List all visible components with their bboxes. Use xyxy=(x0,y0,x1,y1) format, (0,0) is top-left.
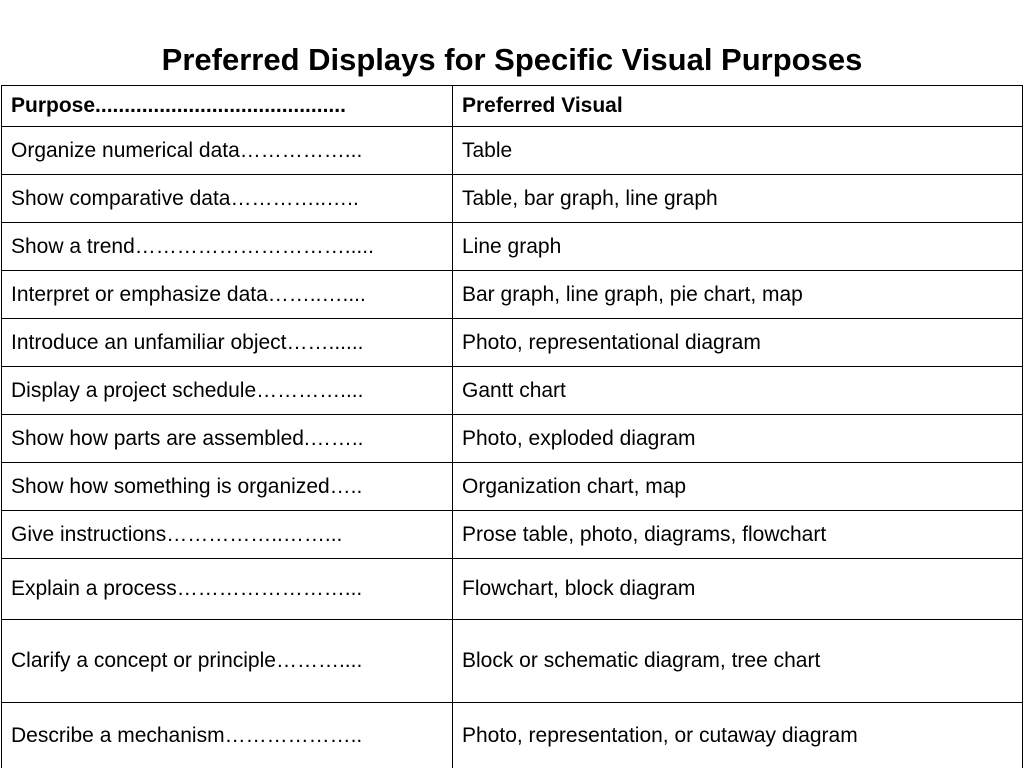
visual-cell: Line graph xyxy=(453,223,1023,271)
visual-cell: Gantt chart xyxy=(453,367,1023,415)
purpose-cell: Organize numerical data……………... xyxy=(2,127,453,175)
purpose-cell: Describe a mechanism……………….. xyxy=(2,703,453,768)
visual-cell: Bar graph, line graph, pie chart, map xyxy=(453,271,1023,319)
visual-cell: Photo, exploded diagram xyxy=(453,415,1023,463)
table-row xyxy=(2,415,1023,463)
purpose-cell: Show how something is organized….. xyxy=(2,463,453,511)
table-row xyxy=(2,319,1023,367)
purpose-cell: Interpret or emphasize data……..….... xyxy=(2,271,453,319)
visual-cell: Photo, representation, or cutaway diagram xyxy=(453,703,1023,768)
header-preferred-visual: Preferred Visual xyxy=(453,86,1023,127)
purpose-cell: Clarify a concept or principle……….... xyxy=(2,620,453,703)
header-purpose: Purpose........................................... xyxy=(2,86,453,127)
visual-cell: Photo, representational diagram xyxy=(453,319,1023,367)
purpose-cell: Explain a process……………………... xyxy=(2,559,453,620)
table-header-row xyxy=(2,86,1023,127)
table-row xyxy=(2,175,1023,223)
purpose-cell: Give instructions……………..……... xyxy=(2,511,453,559)
table-row xyxy=(2,463,1023,511)
purpose-cell: Show comparative data…………..….. xyxy=(2,175,453,223)
visual-cell: Flowchart, block diagram xyxy=(453,559,1023,620)
visual-cell: Block or schematic diagram, tree chart xyxy=(453,620,1023,703)
table-row xyxy=(2,127,1023,175)
table-row xyxy=(2,511,1023,559)
visual-cell: Table xyxy=(453,127,1023,175)
table-row xyxy=(2,703,1023,768)
visual-cell: Prose table, photo, diagrams, flowchart xyxy=(453,511,1023,559)
table-row xyxy=(2,271,1023,319)
purpose-cell: Introduce an unfamiliar object……...... xyxy=(2,319,453,367)
visual-cell: Organization chart, map xyxy=(453,463,1023,511)
page-title: Preferred Displays for Specific Visual Purposes xyxy=(161,42,863,77)
visual-cell: Table, bar graph, line graph xyxy=(453,175,1023,223)
table-row xyxy=(2,620,1023,703)
purpose-cell: Display a project schedule………….... xyxy=(2,367,453,415)
table-row xyxy=(2,559,1023,620)
purpose-cell: Show a trend…………………………..... xyxy=(2,223,453,271)
table-row xyxy=(2,223,1023,271)
purpose-cell: Show how parts are assembled.…….. xyxy=(2,415,453,463)
table-row xyxy=(2,367,1023,415)
purpose-table xyxy=(1,85,1023,768)
